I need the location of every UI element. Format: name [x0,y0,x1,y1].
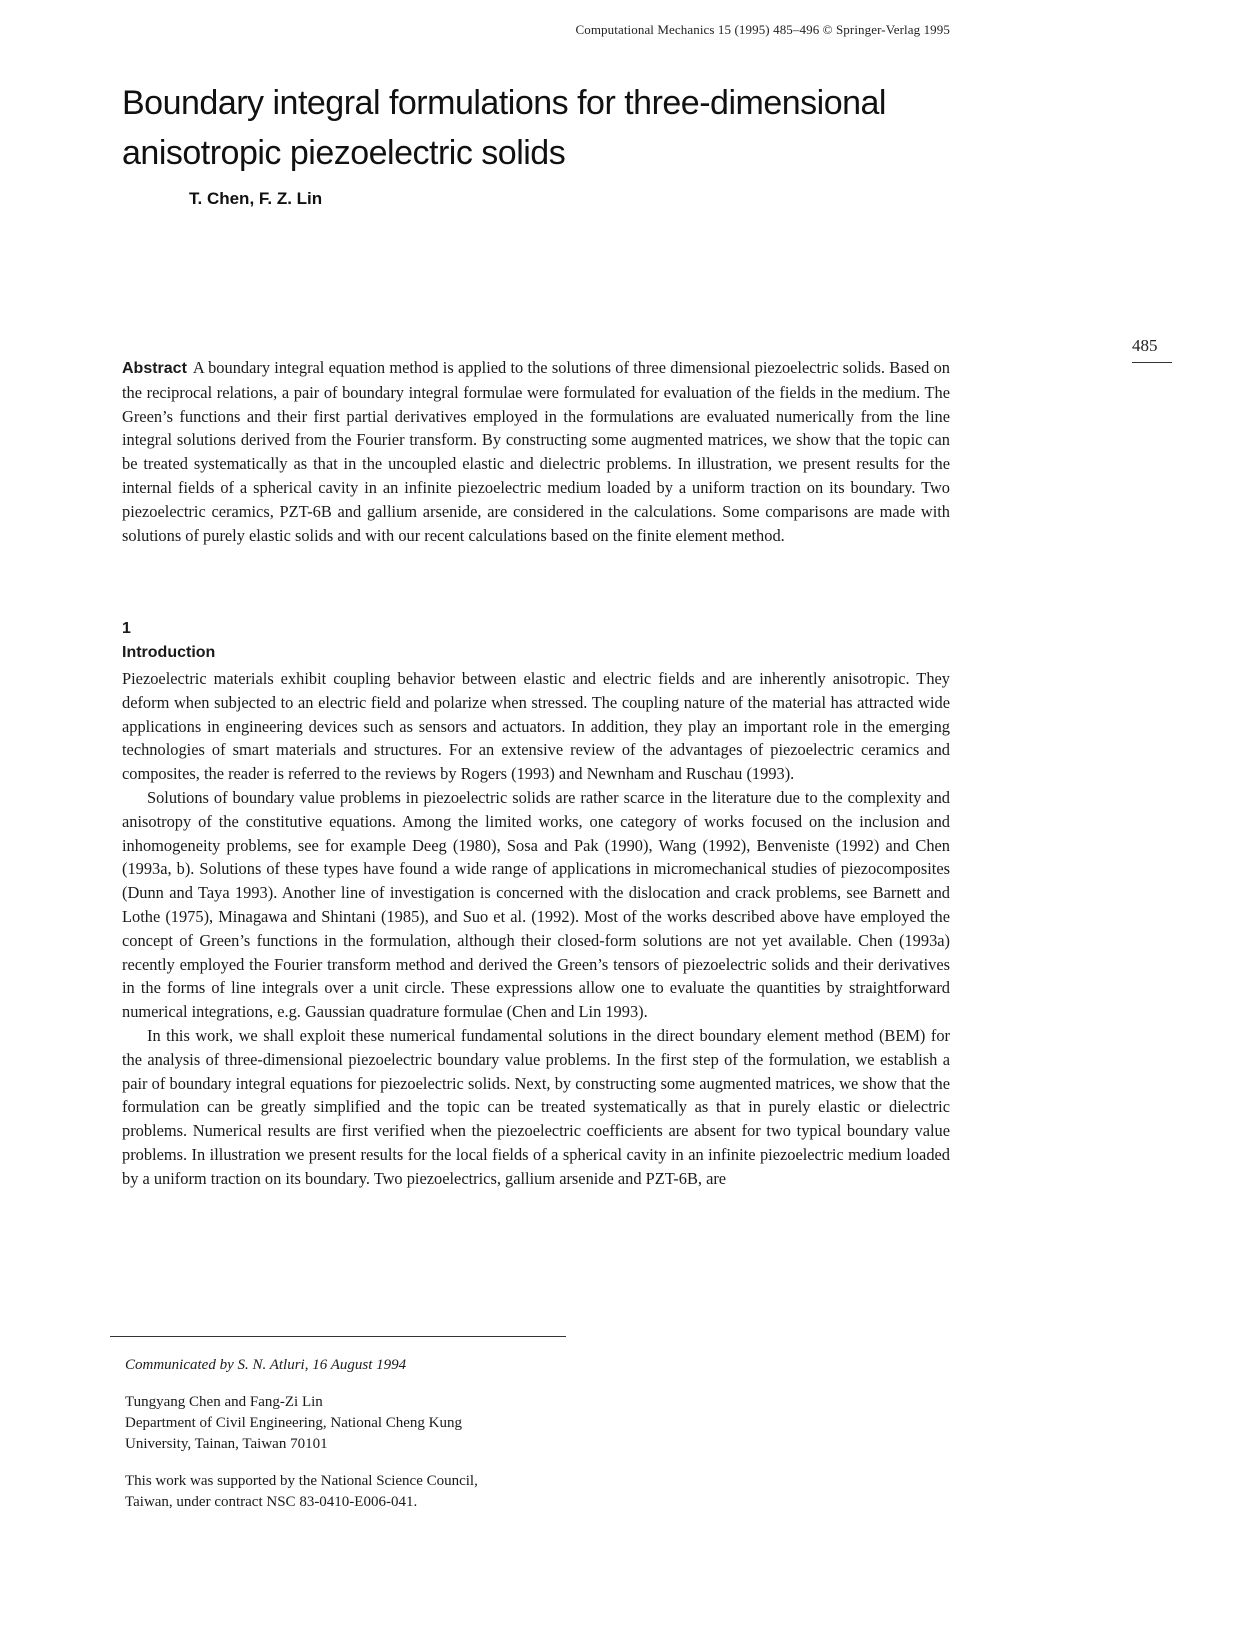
affiliation-line: Department of Civil Engineering, National Cheng Kung [125,1415,463,1431]
authors: T. Chen, F. Z. Lin [189,189,323,208]
paragraph: Piezoelectric materials exhibit coupling behavior between elastic and electric fields and are inherently anisotropic. They deform when subjected to an electric field and polarize when stressed. The coupling nature of the material has attracted wide applications in engineering devices such as sensors and actuators. In addition, they play an important role in the emerging technologies of smart materials and structures. For an extensive review of the advantages of piezoelectric ceramics and composites, the reader is referred to the reviews by Rogers (1993) and Newnham and Ruschau (1993). [122,669,950,784]
section-number: 1 [122,620,131,637]
paragraph: Solutions of boundary value problems in piezoelectric solids are rather scarce in the literature due to the complexity and anisotropy of the constitutive equations. Among the limited works, one category of works focused on the inclusion and inhomogeneity problems, see for example Deeg (1980), Sosa and Pak (1990), Wang (1992), Benveniste (1992) and Chen (1993a, b). Solutions of these types have found a wide range of applications in micromechanical studies of piezocomposites (Dunn and Taya 1993). Another line of investigation is concerned with the dislocation and crack problems, see Barnett and Lothe (1975), Minagawa and Shintani (1985), and Suo et al. (1992). Most of the works described above have employed the concept of Green’s functions in the formulation, although their closed-form solutions are not yet available. Chen (1993a) recently employed the Fourier transform method and derived the Green’s tensors of piezoelectric solids and their derivatives in the forms of line integrals over a unit circle. These expressions allow one to evaluate the quantities by straightforward numerical integrations, e.g. Gaussian quadrature formulae (Chen and Lin 1993). [122,787,950,1022]
affiliation-line: Tungyang Chen and Fang-Zi Lin [125,1394,323,1410]
support-note [125,1471,645,1513]
support-line: This work was supported by the National Science Council, [125,1473,478,1489]
page-number: 485 [1132,336,1158,355]
section-title: Introduction [122,644,216,661]
affiliation-line: University, Tainan, Taiwan 70101 [125,1436,328,1452]
communicated-note: Communicated by S. N. Atluri, 16 August 1994 [125,1357,407,1373]
support-line: Taiwan, under contract NSC 83-0410-E006-041. [125,1494,418,1510]
page-number-rule [1132,362,1172,363]
running-head: Computational Mechanics 15 (1995) 485–496 © Springer-Verlag 1995 [575,22,950,37]
abstract-text: A boundary integral equation method is applied to the solutions of three dimensional piezoelectric solids. Based on the reciprocal relations, a pair of boundary integral formulae were formulated for evaluation of the fields in the medium. The Green’s functions and their first partial derivatives employed in the formulations are evaluated numerically from the line integral solutions derived from the Fourier transform. By constructing some augmented matrices, we show that the topic can be treated systematically as that in the uncoupled elastic and dielectric problems. In illustration, we present results for the internal fields of a spherical cavity in an infinite piezoelectric medium loaded by a uniform traction on its boundary. Two piezoelectric ceramics, PZT-6B and gallium arsenide, are considered in the calculations. Some comparisons are made with solutions of purely elastic solids and with our recent calculations based on the finite element method. [122,358,950,545]
footnote-rule [110,1336,566,1337]
footnotes [125,1355,645,1529]
abstract [122,356,950,547]
abstract-label: Abstract [122,360,187,377]
paper-title: Boundary integral formulations for three-dimensional anisotropic piezoelectric solids [122,84,886,172]
introduction-body [122,667,950,1191]
paragraph: In this work, we shall exploit these numerical fundamental solutions in the direct boundary element method (BEM) for the analysis of three-dimensional piezoelectric boundary value problems. In the first step of the formulation, we establish a pair of boundary integral equations for piezoelectric solids. Next, by constructing some augmented matrices, we show that the formulation can be greatly simplified and the topic can be treated systematically as that in purely elastic or dielectric problems. Numerical results are first verified when the piezoelectric coefficients are absent for two typical boundary value problems. In illustration we present results for the local fields of a spherical cavity in an infinite piezoelectric medium loaded by a uniform traction on its boundary. Two piezoelectrics, gallium arsenide and PZT-6B, are [122,1025,950,1188]
affiliation-note [125,1392,645,1455]
